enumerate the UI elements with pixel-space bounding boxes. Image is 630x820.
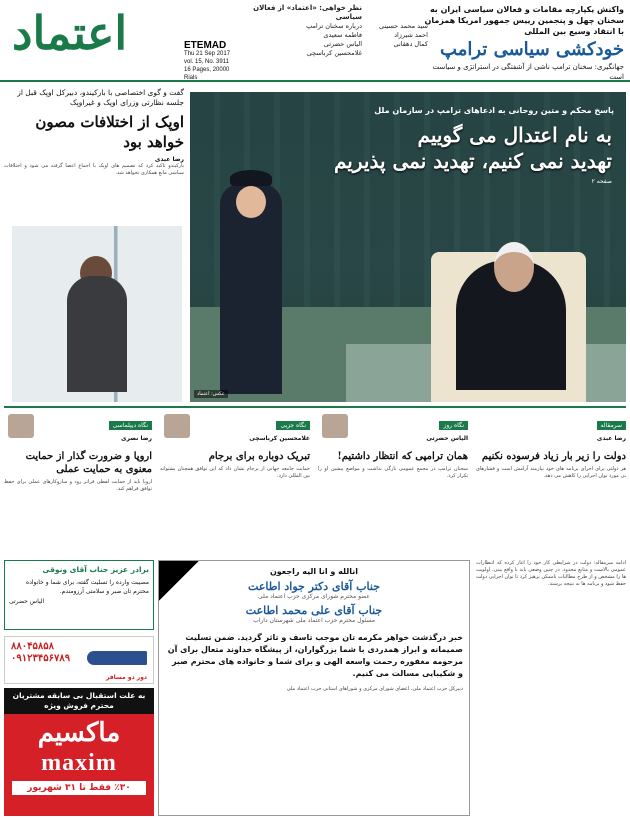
opinion-title: تبریک دوباره برای برجام bbox=[208, 451, 310, 462]
opinion-column bbox=[476, 412, 626, 552]
hero-title bbox=[334, 122, 612, 174]
survey-item: سید محمد حسینی bbox=[379, 22, 428, 30]
opinion-tag: سرمقاله bbox=[597, 421, 626, 430]
guard-face bbox=[236, 186, 266, 218]
survey-item: الیاس حضرتی bbox=[323, 40, 362, 48]
travel-ad[interactable] bbox=[4, 636, 154, 684]
avatar bbox=[8, 414, 34, 438]
obituary-header: انالله و انا الیه راجعون bbox=[269, 567, 359, 576]
opinion-strip bbox=[4, 406, 626, 554]
opec-title: اوپک از اختلافات مصون خواهد بود bbox=[35, 113, 184, 151]
survey-box bbox=[252, 4, 362, 58]
hero-kicker: پاسخ محکم و متین روحانی به ادعاهای ترامپ در سازمان ملل bbox=[374, 106, 614, 115]
lead-title: خودکشی سیاسی ترامپ bbox=[440, 39, 624, 60]
lead-kicker: واکنش یکپارچه مقامات و فعالان سیاسی ایران به سخنان چهل و پنجمین رییس جمهور امریکا همزمان با انتقاد وسیع بین المللی bbox=[424, 5, 624, 36]
opinion-author: رضا نصری bbox=[121, 435, 152, 442]
mourning-ribbon-icon bbox=[159, 561, 199, 601]
issue-date: Thu 21 Sep 2017 bbox=[184, 51, 231, 57]
opinion-title: همان ترامپی که انتظار داشتیم! bbox=[337, 451, 468, 462]
opinion-column bbox=[318, 412, 468, 552]
opinion-column bbox=[160, 412, 310, 552]
lead-story bbox=[424, 4, 624, 82]
opinion-author: غلامحسین کرباسچی bbox=[249, 435, 310, 442]
opinion-column bbox=[4, 412, 152, 552]
opec-kicker: گفت و گوی اختصاصی با بارکیندو، دبیرکل اوپک قبل از جلسه نظارتی وزرای اوپک و غیراوپک bbox=[17, 88, 184, 107]
opec-author: رضا عبدی bbox=[154, 156, 184, 163]
logo-wordmark: اعتماد bbox=[12, 6, 128, 60]
speaker-head bbox=[494, 242, 534, 292]
survey-item: فاطمه سعیدی bbox=[323, 31, 362, 39]
survey-item: غلامحسین کرباسچی bbox=[306, 49, 362, 57]
obituary-name: جناب آقای علی محمد اطاعت bbox=[245, 604, 383, 617]
condolence-title: برادر عزیز جناب آقای ونوقی bbox=[42, 565, 149, 574]
airplane-icon bbox=[87, 651, 147, 665]
ad-phone: ۸۸۰۴۵۸۵۸ bbox=[11, 641, 54, 652]
ad-headline: به علت استقبال بی سابقه مشتریان محترم فروش ویژه bbox=[4, 688, 154, 714]
hero-title-line: به نام اعتدال می گوییم bbox=[417, 123, 612, 147]
lead-subtitle: جهانگیری: سخنان ترامپ ناشی از آشفتگی در استراتژی و سیاست است bbox=[432, 63, 624, 81]
issue-pages: 16 Pages, 20000 Rials bbox=[184, 67, 230, 81]
survey-box-2 bbox=[368, 22, 428, 49]
obituary-name: جناب آقای دکتر جواد اطاعت bbox=[248, 580, 380, 593]
opinion-title: دولت را زیر بار زیاد فرسوده نکنیم bbox=[481, 451, 626, 462]
ad-phone: ۰۹۱۲۳۴۵۶۷۸۹ bbox=[11, 653, 71, 664]
person-body-shape bbox=[67, 276, 127, 392]
obituary-signers: دبیرکل حزب اعتماد ملی، اعضای شورای مرکزی و شوراهای استانی حزب اعتماد ملی bbox=[286, 686, 463, 692]
opinion-tag: نگاه دیپلماسی bbox=[109, 421, 152, 430]
opinion-tag: نگاه روز bbox=[439, 421, 468, 430]
ad-fa-brand: ماکسیم bbox=[37, 718, 121, 748]
hero-page-ref: صفحه ۲ bbox=[591, 178, 612, 185]
survey-subtitle: درباره سخنان ترامپ bbox=[306, 22, 362, 30]
ad-offer: ٪۳۰ فقط تا ۳۱ شهریور bbox=[12, 781, 146, 795]
obituary-role: عضو محترم شورای مرکزی حزب اعتماد ملی bbox=[258, 593, 370, 600]
maxim-ad[interactable] bbox=[4, 688, 154, 816]
opinion-body: اروپا باید از حمایت لفظی فراتر رود و سازوکارهای عملی برای حفظ توافق فراهم کند. bbox=[4, 479, 152, 492]
condolence-body: مصیبت وارده را تسلیت گفته، برای شما و خانواده محترم تان صبر و سلامتی آرزومندم. bbox=[26, 579, 149, 595]
opec-photo bbox=[12, 226, 182, 402]
editorial-continuation: ادامه سرمقاله: دولت در شرایطی کار خود را آغاز کرده که انتظارات عمومی بالاست و منابع محدود. در چنین وضعی باید با واقع بینی، اولویت ها را مشخص و از طرح مطالبات ناممکن پرهیز کرد تا توان اجرایی دولت حفظ شود و برنامه ها به نتیجه برسند. bbox=[476, 560, 626, 587]
guard-cap bbox=[230, 170, 272, 186]
opinion-title: اروپا و ضرورت گذار از حمایت معنوی به حمایت عملی bbox=[25, 451, 152, 475]
condolence-signature: الیاس حضرتی bbox=[9, 598, 45, 605]
logo bbox=[4, 4, 154, 74]
opec-story bbox=[4, 88, 184, 404]
issue-info bbox=[184, 42, 244, 82]
masthead bbox=[0, 0, 630, 82]
opinion-tag: نگاه جزیی bbox=[276, 421, 310, 430]
condolence-note bbox=[4, 560, 154, 630]
avatar bbox=[164, 414, 190, 438]
hero-credit: عکس: اعتماد bbox=[194, 390, 228, 398]
obituary-message: خبر درگذشت خواهر مکرمه تان موجب تاسف و تاثر گردید. ضمن تسلیت صمیمانه و ابراز همدردی با شما بزرگواران، از پیشگاه خداوند متعال برای آن مرحومه مغفوره رحمت واسعه الهی و برای شما و خانواده های محترم صبر و شکیبایی مسالت می کنیم. bbox=[167, 633, 463, 678]
ad-brand: maxim bbox=[41, 750, 117, 776]
opinion-body: حمایت جامعه جهانی از برجام نشان داد که این توافق همچنان پشتوانه بین المللی دارد. bbox=[160, 466, 310, 479]
ad-phones bbox=[11, 641, 70, 665]
hero-title-line: تهدید نمی کنیم، تهدید نمی پذیریم bbox=[333, 149, 612, 173]
opinion-author: رضا عبدی bbox=[596, 435, 626, 442]
avatar bbox=[322, 414, 348, 438]
ad-label: دور دو مسافر bbox=[106, 674, 147, 681]
issue-volume: vol. 15, No. 3911 bbox=[184, 59, 229, 65]
opinion-author: الیاس حضرتی bbox=[426, 435, 468, 442]
hero-photo bbox=[190, 92, 626, 402]
survey-item: احمد شیرزاد bbox=[394, 31, 428, 39]
obituary-role: مسئول محترم حزب اعتماد ملی شهرستان داراب bbox=[253, 617, 375, 624]
obituary bbox=[158, 560, 470, 816]
opinion-body: سخنان ترامپ در مجمع عمومی تازگی نداشت و مواضع پیشین او را تکرار کرد. bbox=[318, 466, 468, 479]
survey-title: نظر خواهی: «اعتماد» از فعالان سیاسی bbox=[253, 4, 362, 21]
survey-item: کمال دهقانی bbox=[393, 40, 428, 48]
opinion-body: هر دولتی برای اجرای برنامه های خود نیازمند آرامش است و فشارهای بی مورد توان اجرایی را کاهش می دهد. bbox=[476, 466, 626, 479]
latin-name: ETEMAD bbox=[184, 40, 227, 51]
opec-body: بارکیندو تاکید کرد که تصمیم های اوپک با اجماع اعضا گرفته می شود و اختلافات سیاسی مانع همکاری نخواهد شد. bbox=[4, 163, 184, 176]
